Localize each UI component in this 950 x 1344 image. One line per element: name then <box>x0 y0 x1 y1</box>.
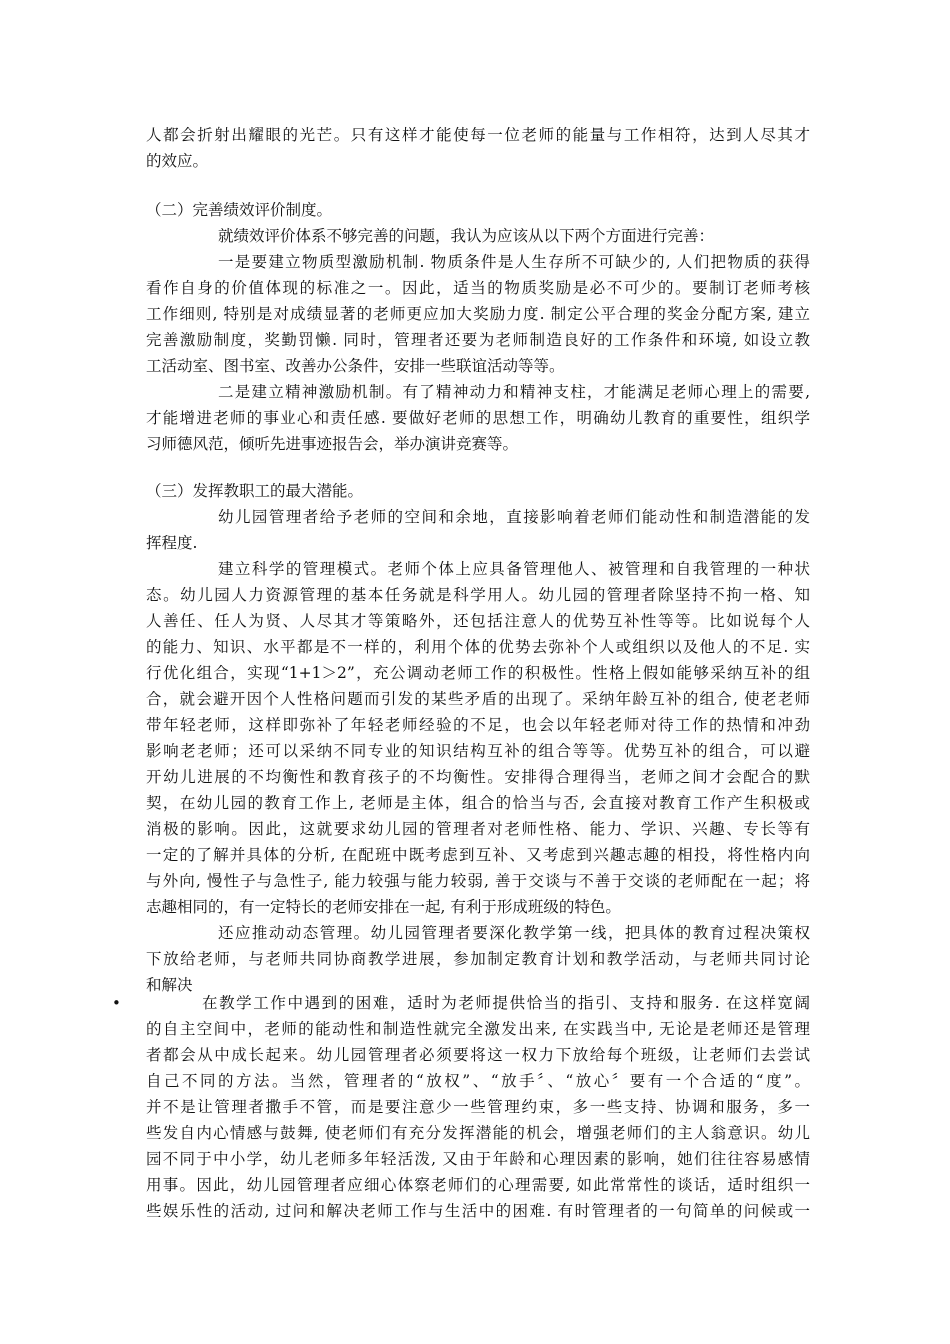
text-line: 消极的影响。因此，这就要求幼儿园的管理者对老师性格、能力、学识、兴趣、专长等有 <box>146 820 810 838</box>
text-line: 开幼儿进展的不均衡性和教育孩子的不均衡性。安排得合理得当，老师之间才会配合的默 <box>146 768 810 786</box>
text-line: 工作细则, 特别是对成绩显著的老师更应加大奖励力度. 制定公平合理的奖金分配方案, 建立 <box>146 305 810 323</box>
text-line: 带年轻老师，这样即弥补了年轻老师经验的不足，也会以年轻老师对待工作的热情和冲劲 <box>146 716 810 734</box>
bullet-marker: • <box>112 994 121 1012</box>
text-line: 一定的了解并具体的分析, 在配班中既考虑到互补、又考虑到兴趣志趣的相投，将性格内向 <box>146 846 810 864</box>
text-line: 的自主空间中，老师的能动性和制造性就完全激发出来, 在实践当中, 无论是老师还是管理 <box>146 1020 810 1038</box>
text-line: 一是要建立物质型激励机制. 物质条件是人生存所不可缺少的, 人们把物质的获得 <box>218 253 810 271</box>
text-line: 人都会折射出耀眼的光芒。只有这样才能使每一位老师的能量与工作相符，达到人尽其才 <box>146 126 810 144</box>
text-line: 契，在幼儿园的教育工作上, 老师是主体，组合的恰当与否, 会直接对教育工作产生积极或 <box>146 794 810 812</box>
text-line: 自己不同的方法。当然，管理者的“放权”、“放手〞、“放心〞要有一个合适的“度”。 <box>146 1072 810 1090</box>
text-line: 者都会从中成长起来。幼儿园管理者必须要将这一权力下放给每个班级，让老师们去尝试 <box>146 1046 810 1064</box>
text-line: 用事。因此，幼儿园管理者应细心体察老师们的心理需要, 如此常常性的谈话，适时组织一 <box>146 1176 810 1194</box>
text-line: 并不是让管理者撒手不管，而是要注意少一些管理约束，多一些支持、协调和服务，多一 <box>146 1098 810 1116</box>
text-line: 与外向, 慢性子与急性子, 能力较强与能力较弱, 善于交谈与不善于交谈的老师配在一起；将 <box>146 872 810 890</box>
text-line: 些发自内心情感与鼓舞, 使老师们有充分发挥潜能的机会，增强老师们的主人翁意识。幼儿 <box>146 1124 810 1142</box>
text-line: 园不同于中小学，幼儿老师多年轻活泼, 又由于年龄和心理因素的影响，她们往往容易感情 <box>146 1150 810 1168</box>
text-line: 才能增进老师的事业心和责任感. 要做好老师的思想工作，明确幼儿教育的重要性，组织学 <box>146 409 810 427</box>
text-line: 些娱乐性的活动, 过问和解决老师工作与生活中的困难. 有时管理者的一句简单的问候或一 <box>146 1202 810 1220</box>
text-line: 看作自身的价值体现的标准之一。因此，适当的物质奖励是必不可少的。要制订老师考核 <box>146 279 810 297</box>
text-line: 还应推动动态管理。幼儿园管理者要深化教学第一线，把具体的教育过程决策权 <box>218 924 810 942</box>
text-line: 态。幼儿园人力资源管理的基本任务就是科学用人。幼儿园的管理者除坚持不拘一格、知 <box>146 586 810 604</box>
text-line: 合，就会避开因个人性格问题而引发的某些矛盾的出现了。采纳年龄互补的组合, 使老老师 <box>146 690 810 708</box>
text-line: 工活动室、图书室、改善办公条件，安排一些联谊活动等等。 <box>146 357 565 375</box>
text-line: 志趣相同的，有一定特长的老师安排在一起, 有利于形成班级的特色。 <box>146 898 621 916</box>
text-line: 就绩效评价体系不够完善的问题，我认为应该从以下两个方面进行完善： <box>218 227 715 245</box>
text-line: 下放给老师，与老师共同协商教学进展，参加制定教育计划和教学活动，与老师共同讨论 <box>146 950 810 968</box>
text-line: 的效应。 <box>146 152 209 170</box>
text-line: 的能力、知识、水平都是不一样的，利用个体的优势去弥补个人或组织以及他人的不足. 实 <box>146 638 810 656</box>
section-heading: （二）完善绩效评价制度。 <box>146 201 333 219</box>
text-line: 影响老老师；还可以采纳不同专业的知识结构互补的组合等等。优势互补的组合，可以避 <box>146 742 810 760</box>
text-line: 二是建立精神激励机制。有了精神动力和精神支柱，才能满足老师心理上的需要, <box>218 383 810 401</box>
section-heading: （三）发挥教职工的最大潜能。 <box>146 482 364 500</box>
text-line: 幼儿园管理者给予老师的空间和余地，直接影响着老师们能动性和制造潜能的发 <box>218 508 810 526</box>
text-line: 建立科学的管理模式。老师个体上应具备管理他人、被管理和自我管理的一种状 <box>218 560 810 578</box>
text-line: 行优化组合，实现“1+1＞2”，充公调动老师工作的积极性。性格上假如能够采纳互补的组 <box>146 664 810 682</box>
text-line: 人善任、任人为贤、人尽其才等策略外，还包括注意人的优势互补性等等。比如说每个人 <box>146 612 810 630</box>
text-line: 挥程度. <box>146 534 198 552</box>
text-line: 和解决 <box>146 976 193 994</box>
text-line: 习师德风范，倾听先进事迹报告会，举办演讲竞赛等。 <box>146 435 519 453</box>
text-line: 在教学工作中遇到的困难，适时为老师提供恰当的指引、支持和服务. 在这样宽阔 <box>202 994 810 1012</box>
text-line: 完善激励制度，奖勤罚懒. 同时，管理者还要为老师制造良好的工作条件和环境, 如设立教 <box>146 331 810 349</box>
